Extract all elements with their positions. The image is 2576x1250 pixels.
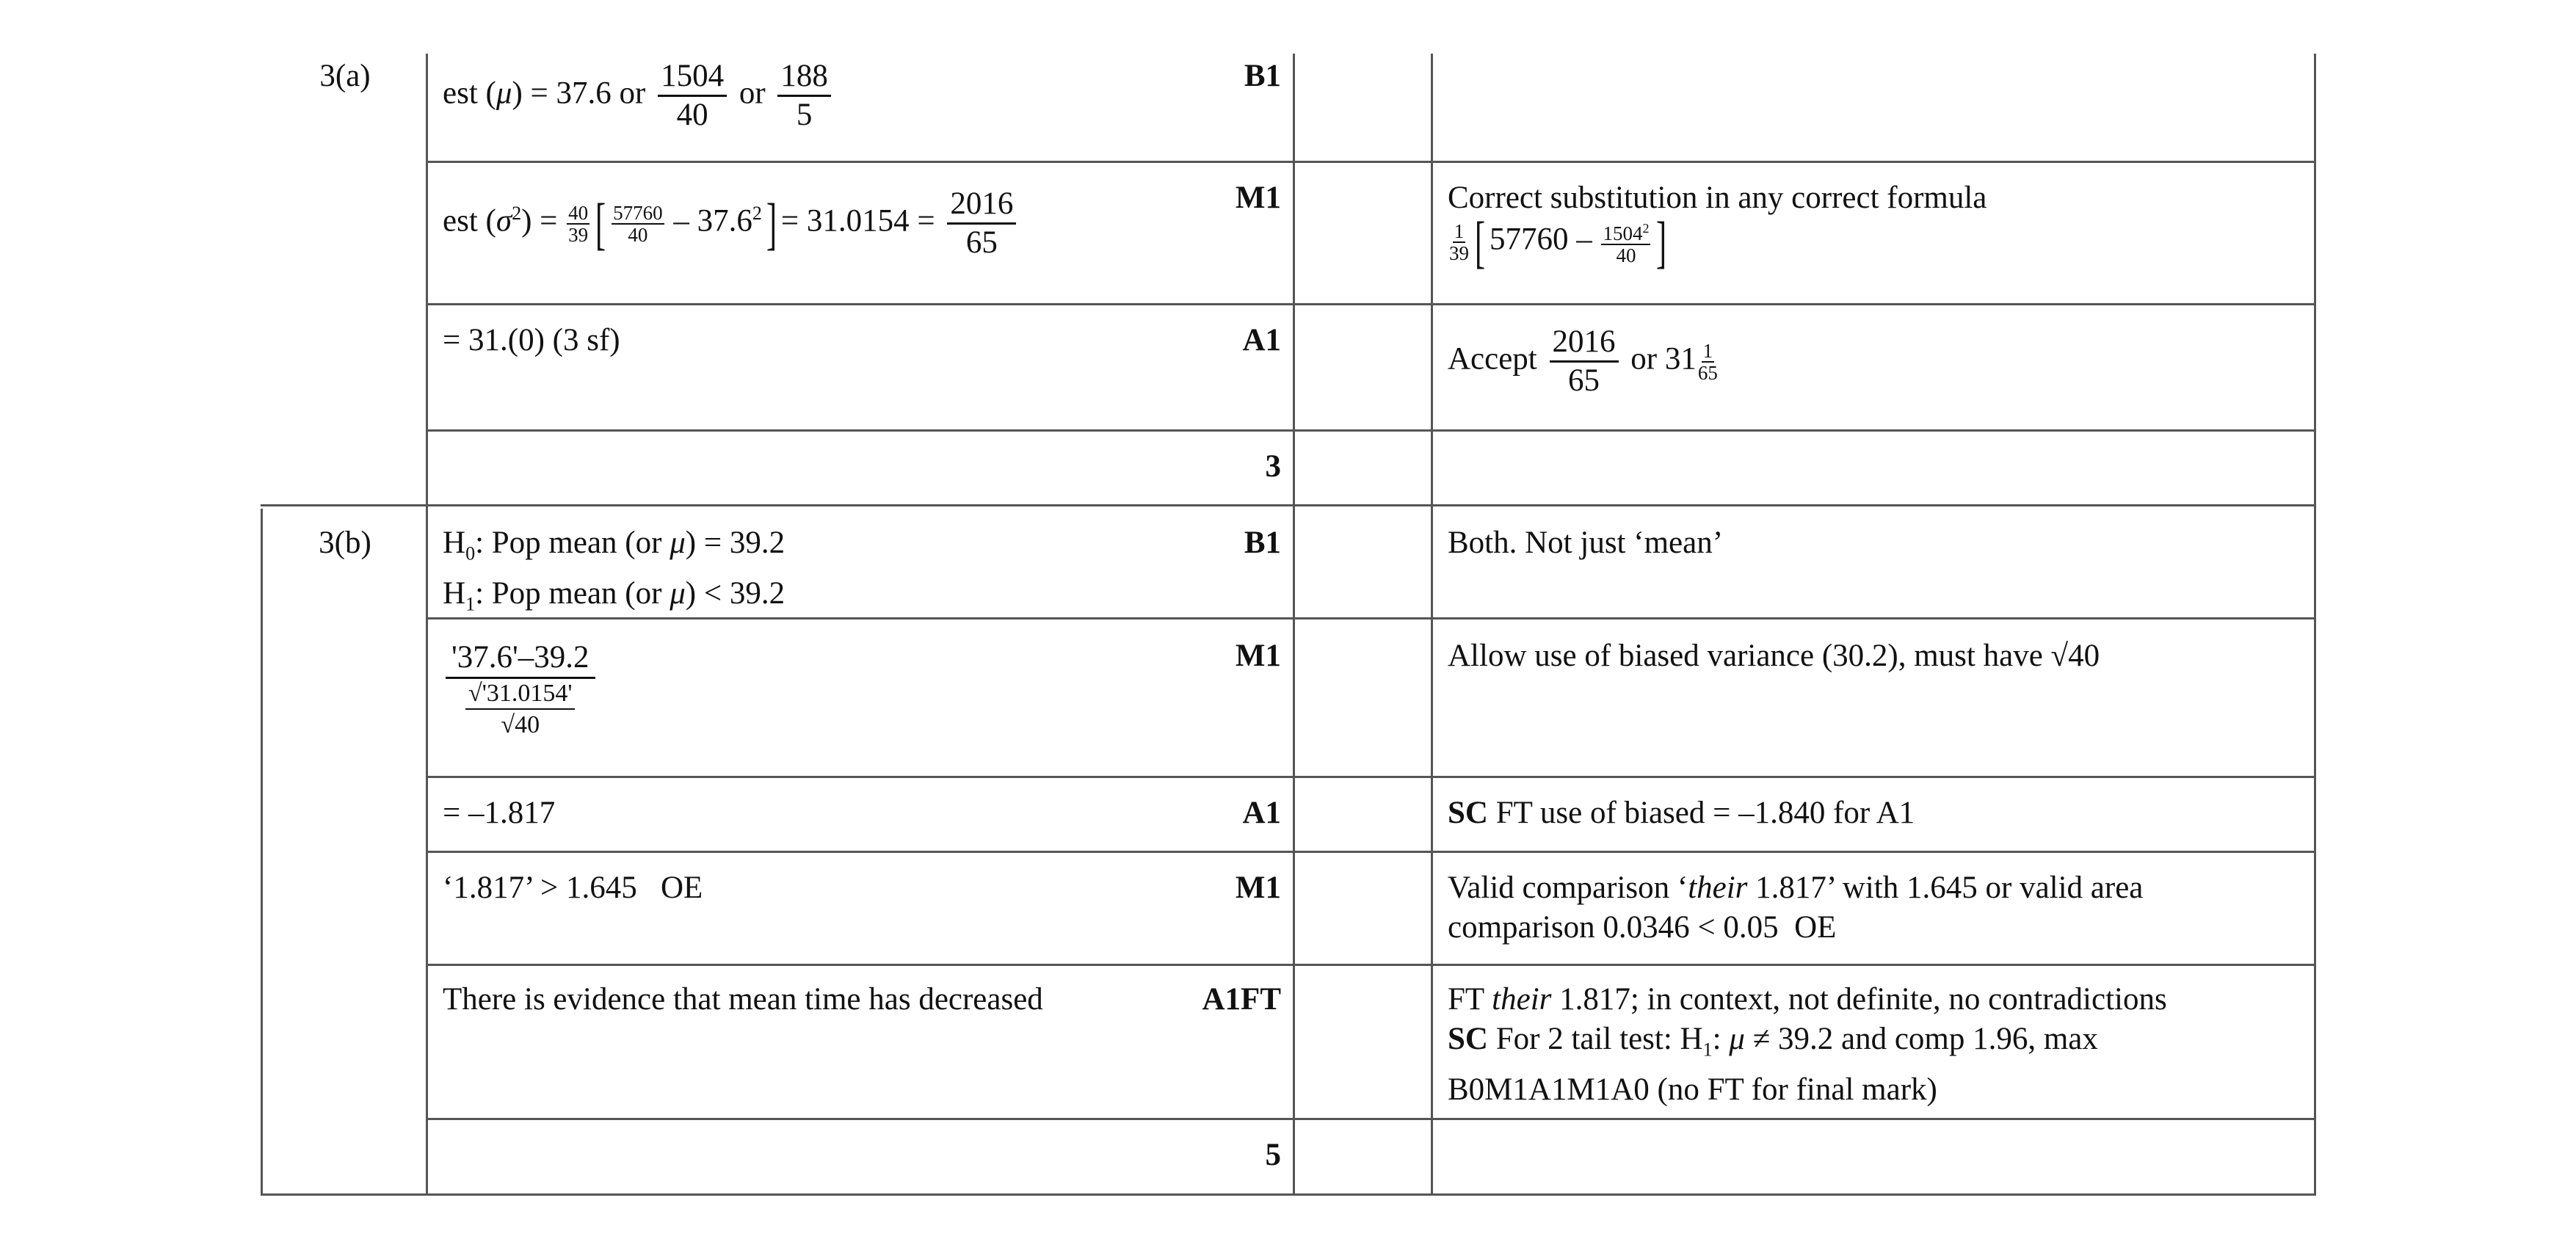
table-border-right [2314,54,2316,1196]
total-3a: 3 [1265,449,1281,484]
question-label-3a: 3(a) [319,59,371,93]
answer-comparison: ‘1.817’ > 1.645 OE [443,871,703,905]
row-divider [426,161,2316,163]
mark-3a-1: B1 [1244,59,1281,93]
mark-3b-2: M1 [1235,639,1281,673]
row-divider [426,851,2316,853]
answer-test-statistic: '37.6'–39.2 √'31.0154' √40 [446,638,595,741]
mark-3a-3: A1 [1242,323,1281,357]
column-divider-2 [1293,54,1295,1196]
mark-3b-3: A1 [1242,796,1281,830]
row-divider [426,303,2316,305]
mark-3b-4: M1 [1235,871,1281,905]
comment-3b-2: Allow use of biased variance (30.2), must have √40 [1448,639,2100,673]
answer-hypotheses: $H_0$: Pop mean (or μ) = 39.2 $H_1$: Pop mean (or μ) < 39.2 [443,526,786,615]
answer-3sf: = 31.(0) (3 sf) [443,323,620,357]
column-divider-3 [1431,54,1433,1196]
comment-3b-4: Valid comparison ‘their 1.817’ with 1.645 or valid area comparison 0.0346 < 0.05 OE [1448,871,2144,945]
table-border-bottom [261,1193,2316,1196]
answer-conclusion: There is evidence that mean time has decreased [443,982,1043,1017]
mark-3b-5: A1FT [1202,982,1281,1017]
column-divider-1 [426,54,428,1196]
answer-mean-estimate: est (μ) = 37.6 or $\frac{1504}{40}$ or $\frac{188}{5}$ [443,58,835,134]
total-3b: 5 [1265,1138,1281,1172]
section-divider [261,504,2316,506]
comment-3b-1: Both. Not just ‘mean’ [1448,526,1724,560]
mark-3a-2: M1 [1235,181,1281,215]
table-border-left [261,509,263,1196]
mark-3b-1: B1 [1244,526,1281,560]
question-label-3b: 3(b) [319,526,371,560]
answer-variance-estimate: est $(\sigma^2)$ = $\frac{40}{39}$ [ $\frac{57760}{40}$ – $37.6^2] = 31.0154$ = $\frac{2016}{65}$ [443,186,1020,261]
mark-scheme-table [261,54,2316,1196]
row-divider [426,776,2316,778]
row-divider [426,429,2316,432]
row-divider [426,964,2316,966]
answer-z-value: = –1.817 [443,796,556,830]
comment-3b-5: FT their 1.817; in context, not definite, no contradictions SC For 2 tail test: $H_1$: μ ≠ 39.2 and comp 1.96, max B0M1A1M1A0 (no FT for final mark) [1448,982,2167,1107]
comment-3b-3: SC FT use of biased = –1.840 for A1 [1448,796,1915,830]
row-divider [426,1118,2316,1120]
comment-3a-2: Correct substitution in any correct formula $\frac{1}{39}$ [ 57760 – $\frac{1504^2}{40}$ ] [1448,181,1987,274]
comment-3a-3: Accept $\frac{2016}{65}$ or 31 $\frac{1}{65}$ [1448,324,1718,398]
